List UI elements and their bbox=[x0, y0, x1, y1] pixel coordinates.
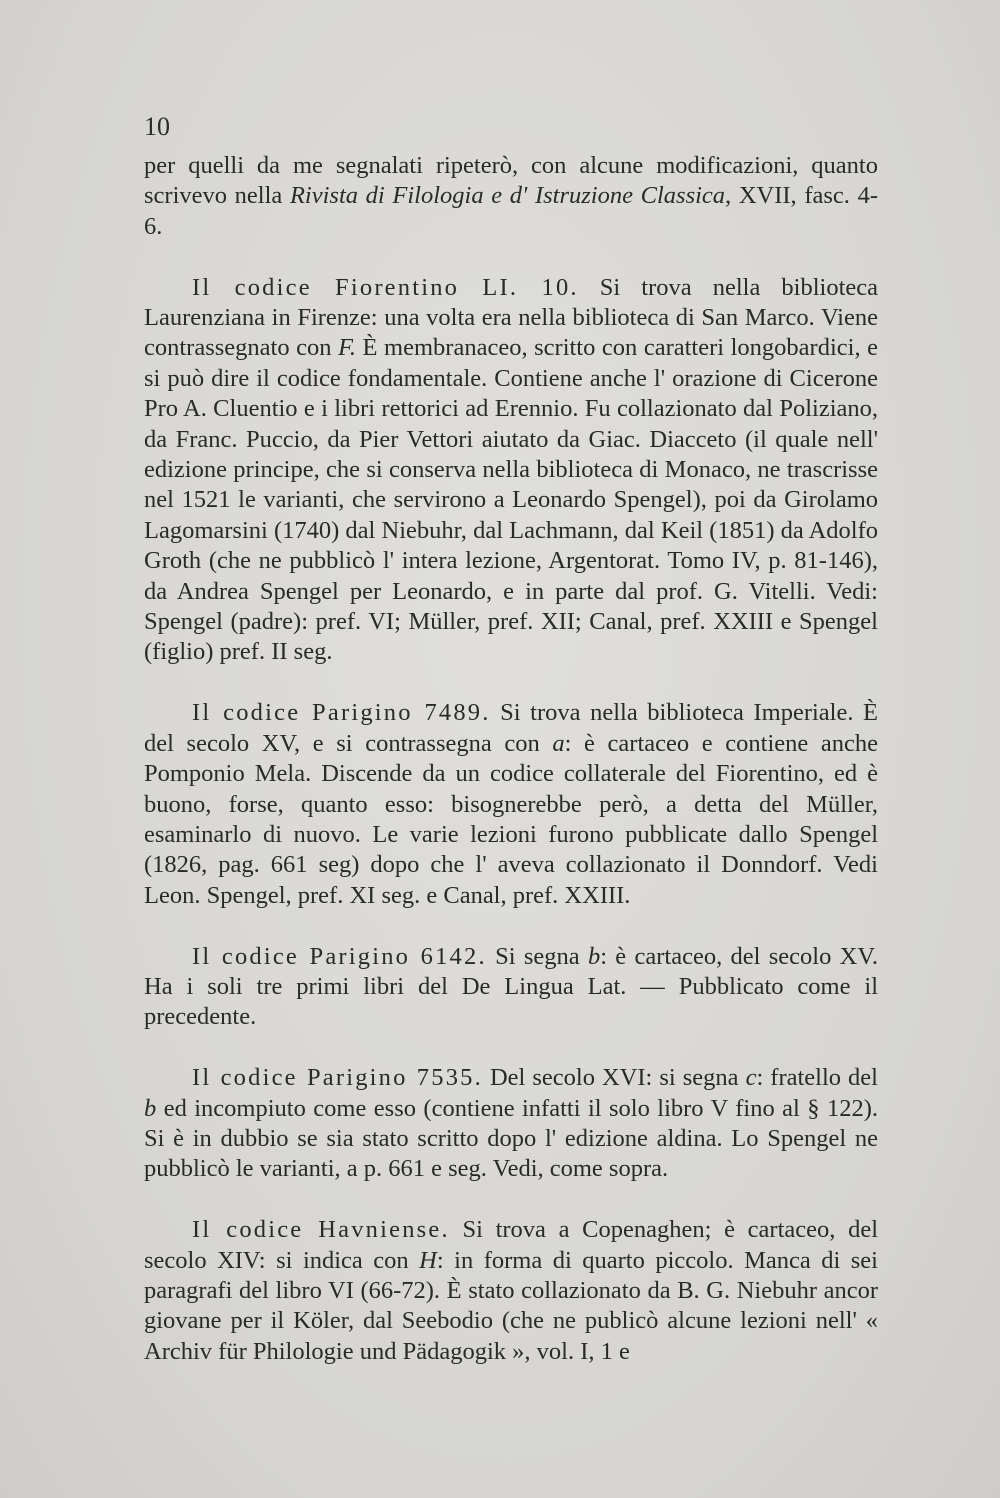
codex-siglum: c bbox=[745, 1064, 757, 1092]
codex-siglum: b bbox=[144, 1094, 157, 1122]
page-number: 10 bbox=[144, 112, 170, 141]
paragraph-text: Si trova a Copenaghen; è cartaceo, del secolo XIV: si indica con bbox=[144, 1216, 878, 1274]
codex-heading: Il codice Fiorentino LI. 10. bbox=[192, 273, 579, 301]
paragraph-gap bbox=[144, 668, 878, 698]
codex-siglum: b bbox=[587, 942, 601, 970]
paragraph-gap bbox=[144, 911, 878, 941]
paragraph-text: Si segna bbox=[486, 942, 588, 970]
paragraph-gap bbox=[144, 1033, 878, 1063]
codex-heading: Il codice Parigino 7489. bbox=[192, 699, 491, 727]
paragraph-parigino-7489 bbox=[144, 698, 878, 911]
body-text bbox=[144, 151, 878, 1367]
codex-siglum: H bbox=[419, 1246, 437, 1274]
paragraph-text: Del secolo XVI: si segna bbox=[482, 1064, 746, 1092]
codex-heading: Il codice Havniense. bbox=[192, 1216, 450, 1244]
intro-paragraph bbox=[144, 151, 878, 242]
intro-text-before: per quelli da me segnalati ripeterò, con alcune modificazioni, quanto scrivevo nella bbox=[144, 152, 878, 210]
paragraph-text: È membranaceo, scritto con caratteri longobardici, e si può dire il codice fondamentale. Contiene anche l' orazione di Cicerone Pro A. Cluentio e i libri rettorici ad Erennio. Fu collazionato dal Poliziano, da Franc. Puccio, da Pier Vettori aiutato da Giac. Diacceto (il quale nell' edizione principe, che si conserva nella biblioteca di Monaco, ne trascrisse nel 1521 le varianti, che servirono a Leonardo Spengel), poi da Girolamo Lagomarsini (1740) dal Niebuhr, dal Lachmann, dal Keil (1851) da Adolfo Groth (che ne pubblicò l' intera lezione, Argentorat. Tomo IV, p. 81-146), da Andrea Spengel per Leonardo, e in parte dal prof. G. Vitelli. Vedi: Spengel (padre): pref. VI; Müller, pref. XII; Canal, pref. XXIII e Spengel (figlio) pref. II seg. bbox=[144, 334, 878, 666]
intro-text-after: XVII, fasc. 4-6. bbox=[144, 182, 878, 240]
paragraph-text: Si trova nella biblioteca Laurenziana in Firenze: una volta era nella biblioteca di San Marco. Viene contrassegnato con bbox=[144, 273, 878, 362]
codex-heading: Il codice Parigino 7535. bbox=[192, 1064, 483, 1092]
paragraph-text: : in forma di quarto piccolo. Manca di sei paragrafi del libro VI (66-72). È stato collazionato da B. G. Niebuhr ancor giovane per il Köler, dal Seebodio (che ne publicò alcune lezioni nell' « Archiv für Philologie und Pädagogik », vol. I, 1 e bbox=[144, 1246, 878, 1365]
paragraph-fiorentino bbox=[144, 273, 878, 668]
codex-heading: Il codice Parigino 6142. bbox=[192, 942, 487, 970]
paragraph-text: : fratello del bbox=[756, 1064, 878, 1092]
paragraph-parigino-7535 bbox=[144, 1063, 878, 1185]
paragraph-parigino-6142 bbox=[144, 942, 878, 1033]
paragraph-havniense bbox=[144, 1215, 878, 1367]
paragraph-text: Si trova nella biblioteca Imperiale. È del secolo XV, e si contrassegna con bbox=[144, 699, 879, 757]
journal-title: Rivista di Filologia e d' Istruzione Classica, bbox=[289, 182, 732, 210]
paragraph-text: : è cartaceo, del secolo XV. Ha i soli tre primi libri del De Lingua Lat. — Pubblicato come il precedente. bbox=[144, 942, 879, 1031]
paragraph-gap bbox=[144, 242, 878, 272]
paragraph-text: : è cartaceo e contiene anche Pomponio Mela. Discende da un codice collaterale del Fiorentino, ed è buono, forse, quanto esso: bisognerebbe però, a detta del Müller, esaminarlo di nuovo. Le varie lezioni furono pubblicate dallo Spengel (1826, pag. 661 seg) dopo che l' aveva collazionato il Donndorf. Vedi Leon. Spengel, pref. XI seg. e Canal, pref. XXIII. bbox=[144, 729, 878, 909]
paragraph-gap bbox=[144, 1185, 878, 1215]
paragraph-text: ed incompiuto come esso (contiene infatti il solo libro V fino al § 122). Si è in dubbio se sia stato scritto dopo l' edizione aldina. Lo Spengel ne pubblicò le varianti, a p. 661 e seg. Vedi, come sopra. bbox=[144, 1094, 878, 1183]
codex-siglum: F. bbox=[338, 334, 356, 362]
codex-siglum: a bbox=[552, 729, 565, 757]
